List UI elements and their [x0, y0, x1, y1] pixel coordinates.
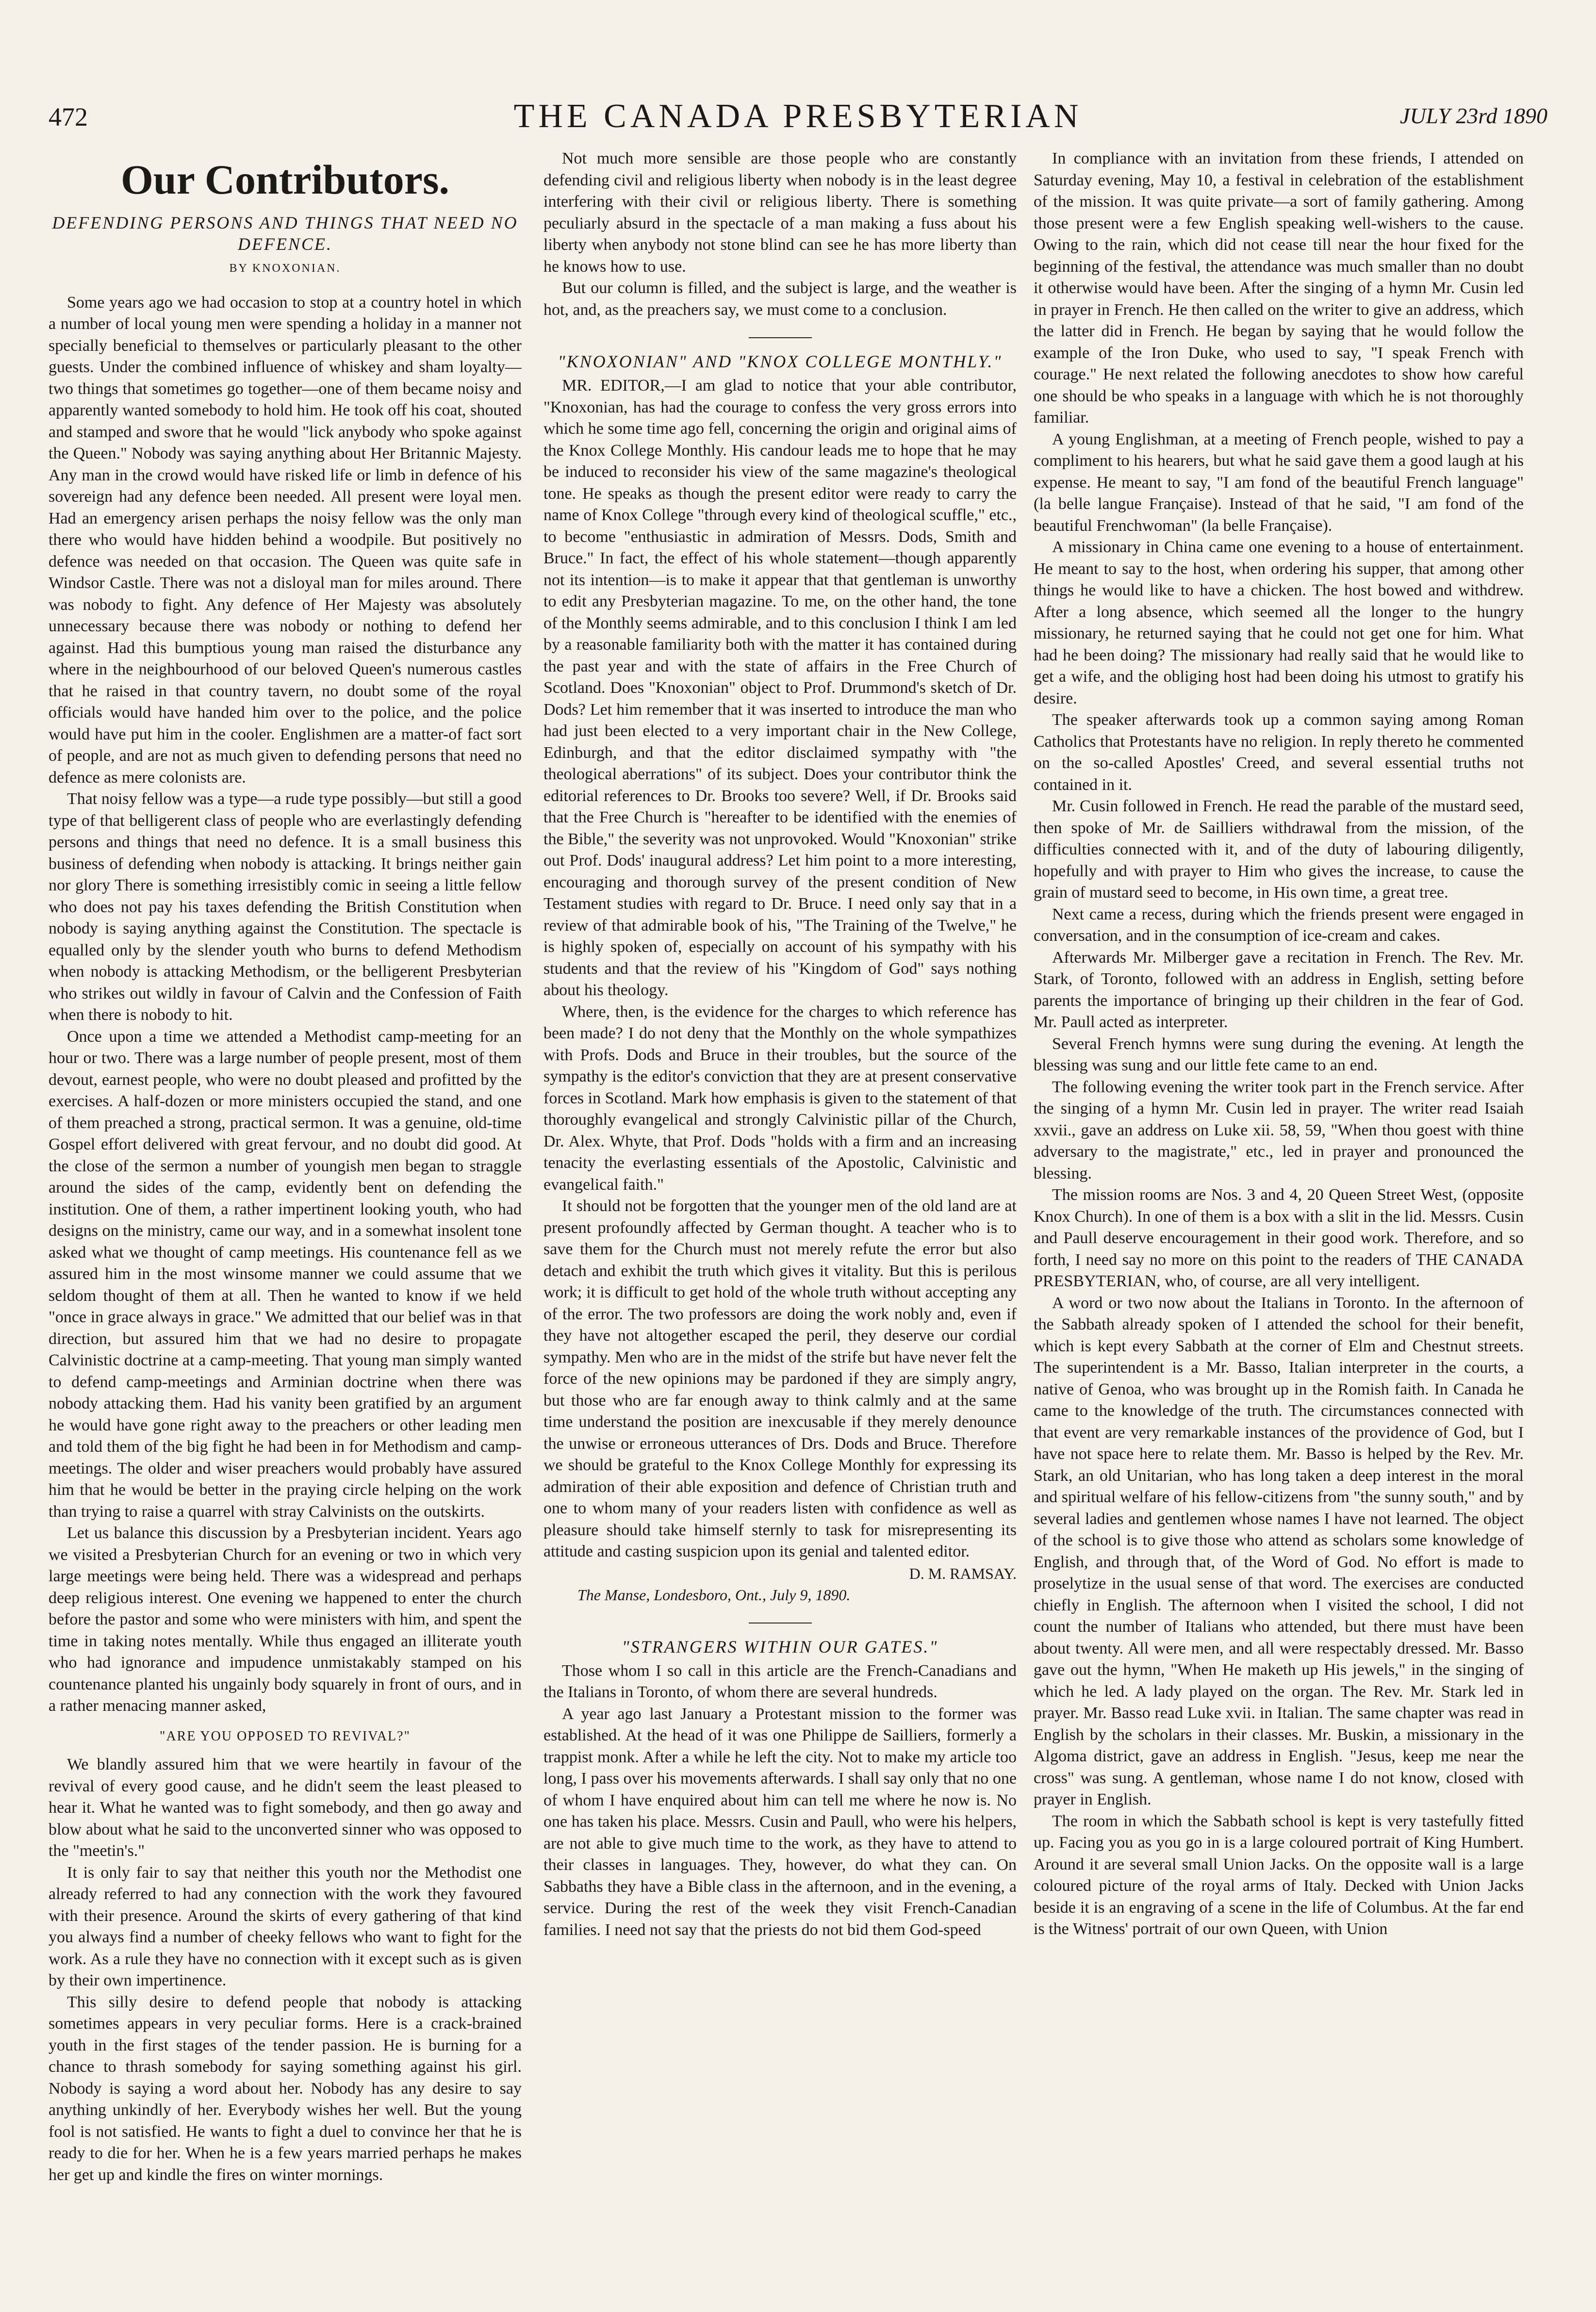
article-3-paragraph: Next came a recess, during which the friends present were engaged in conversation, and in the consumption of ice-cream and cakes.	[1034, 905, 1524, 945]
article-1-paragraph: This silly desire to defend people that nobody is attacking sometimes appears in very peculiar forms. Here is a crack-brained youth in the first stages of the tender passion. He is burning for a chance to thrash somebody for saying something against his girl. Nobody is saying a word about her. Nobody has any desire to say anything unkindly of her. Everybody wishes her well. But the young fool is not satisfied. He wants to fight a duel to convince her that he is ready to die for her. When he is a few years married perhaps he makes her get up and kindle the fires on winter mornings.	[49, 1993, 522, 2184]
article-1-subhead: "ARE YOU OPPOSED TO REVIVAL?"	[160, 1728, 411, 1744]
article-3-paragraph: Mr. Cusin followed in French. He read the parable of the mustard seed, then spoke of Mr. de Sailliers withdrawal from the mission, of the difficulties connected with it, and of the duty of labouring diligently, hopefully and with prayer to Him who gives the increase, to cause the grain of mustard seed to become, in His own time, a great tree.	[1034, 797, 1524, 902]
article-3-paragraph: Afterwards Mr. Milberger gave a recitation in French. The Rev. Mr. Stark, of Toronto, followed with an address in English, setting before parents the importance of bringing up their children in the fear of God. Mr. Paull acted as interpreter.	[1034, 948, 1524, 1031]
article-3-paragraph: A young Englishman, at a meeting of French people, wished to pay a compliment to his hearers, but what he said gave them a good laugh at his expense. He meant to say, "I am fond of the beautiful French language" (la belle langue Française). Instead of that he said, "I am fond of the beautiful Frenchwoman" (la belle Française).	[1034, 430, 1524, 535]
article-1-byline: BY KNOXONIAN.	[229, 262, 341, 275]
article-1-paragraph: We blandly assured him that we were heartily in favour of the revival of every good cause, and he didn't seem the least pleased to hear it. What he wanted was to fight somebody, and then go away and blow about what he said to the unconverted sinner who was opposed to the "meetin's."	[49, 1755, 522, 1860]
running-head	[49, 97, 1547, 141]
article-2-signature: D. M. RAMSAY.	[909, 1564, 1017, 1582]
article-3-paragraph: The room in which the Sabbath school is kept is very tastefully fitted up. Facing you as you go in is a large coloured portrait of King Humbert. Around it are several small Union Jacks. On the opposite wall is a large coloured picture of the royal arms of Italy. Decked with Union Jacks beside it is an engraving of a scene in the life of Columbus. At the far end is the Witness' portrait of our own Queen, with Union	[1034, 1812, 1524, 1938]
article-1-paragraph: But our column is filled, and the subject is large, and the weather is hot, and, as the preachers say, we must come to a conclusion.	[543, 279, 1017, 319]
article-3-title: "STRANGERS WITHIN OUR GATES."	[622, 1637, 938, 1656]
article-1-paragraph: That noisy fellow was a type—a rude type possibly—but still a good type of that belligerent class of people who are everlastingly defending persons and things that need no defence. It is a small business this business of defending when nobody is attacking. It brings neither gain nor glory There is something irresistibly comic in seeing a little fellow who does not pay his taxes defending the British Constitution when nobody is saying anything against the Constitution. The spectacle is equalled only by the slender youth who burns to defend Methodism when nobody is attacking Methodism, or the belligerent Presbyterian who strikes out wildly in favour of Calvin and the Confession of Faith when there is nobody to hit.	[49, 790, 522, 1024]
article-2-paragraph: MR. EDITOR,—I am glad to notice that your able contributor, "Knoxonian, has had the courage to confess the very gross errors into which he some time ago fell, concerning the origin and original aims of the Knox College Monthly. His candour leads me to hope that he may be induced to reconsider his view of the same magazine's theological tone. He speaks as though the present editor were ready to carry the name of Knox College "through every kind of theological scuffle," etc., to become "enthusiastic in admiration of Messrs. Dods, Smith and Bruce." In fact, the effect of his whole statement—though apparently not its intention—is to make it appear that that gentleman is unworthy to edit any Presbyterian magazine. To me, on the other hand, the tone of the Monthly seems admirable, and to this conclusion I think I am led by a reasonable familiarity both with the matter it has contained during the past year and with the state of affairs in the Free Church of Scotland. Does "Knoxonian" object to Prof. Drummond's sketch of Dr. Dods? Let him remember that it was inserted to introduce the man who had just been elected to a very important chair in the New College, Edinburgh, and that the editor disclaimed sympathy with "the theological aberrations" of its subject. Does your contributor think the editorial references to Dr. Brooks too severe? Well, if Dr. Brooks said that the Free Church is "hereafter to be identified with the enemies of the Bible," the severity was not unprovoked. Would "Knoxonian" strike out Prof. Dods' inaugural address? Let him point to a more interesting, encouraging and thorough survey of the present condition of New Testament studies with regard to Dr. Bruce. I need only say that in a review of that admirable book of his, "The Training of the Twelve," he is highly spoken of, especially on account of his sympathy with his students and that the review of his "Kingdom of God" says nothing about his theology.	[543, 377, 1017, 999]
page-number: 472	[49, 102, 88, 131]
article-2-dateline: The Manse, Londesboro, Ont., July 9, 1890.	[577, 1586, 851, 1604]
issue-date: JULY 23rd 1890	[1399, 103, 1547, 128]
article-3-paragraph: The following evening the writer took part in the French service. After the singing of a hymn Mr. Cusin led in prayer. The writer read Isaiah xxvii., gave an address on Luke xii. 58, 59, "When thou goest with thine adversary to the magistrate," etc., led in prayer and pronounced the blessing.	[1034, 1078, 1524, 1182]
article-3-paragraph: A missionary in China came one evening to a house of entertainment. He meant to say to the host, when ordering his supper, that among other things he would like to have a chicken. The host bowed and withdrew. After a long absence, which seemed all the longer to the hungry missionary, he returned saying that he could not get one for him. What had he been doing? The missionary had really said that he would like to get a wife, and the obliging host had been doing his utmost to gratify his desire.	[1034, 538, 1524, 707]
article-3-paragraph: Several French hymns were sung during the evening. At length the blessing was sung and our little fete came to an end.	[1034, 1034, 1524, 1074]
article-3-paragraph: A word or two now about the Italians in Toronto. In the afternoon of the Sabbath already spoken of I attended the school for their benefit, which is kept every Sabbath at the corner of Elm and Chestnut streets. The superintendent is a Mr. Basso, Italian interpreter in the courts, a native of Genoa, who was brought up in the Romish faith. In Canada he came to the knowledge of the truth. The circumstances connected with that event are very remarkable instances of the providence of God, but I have not space here to relate them. Mr. Basso is helped by the Rev. Mr. Stark, an old Unitarian, who has long taken a deep interest in the moral and spiritual welfare of his fellow-citizens from "the sunny south," and by several ladies and gentlemen whose names I have not learned. The object of the school is to give those who attend as scholars some knowledge of English, and through that, of the Word of God. No effort is made to proselytize in the usual sense of that word. The exercises are conducted chiefly in English. The afternoon when I visited the school, I did not count the number of Italians who attended, but there must have been about twenty. All were men, and all were respectably dressed. Mr. Basso gave out the hymn, "When He maketh up His jewels," in the singing of which he led. A lady played on the organ. The Rev. Mr. Stark led in prayer. Mr. Basso read Luke xvii. in Italian. The same chapter was read in English by the scholars in their classes. Mr. Buskin, a missionary in the Algoma district, gave an address in English. "Jesus, keep me near the cross" was sung. A gentleman, whose name I do not know, closed with prayer in English.	[1034, 1294, 1524, 1808]
article-3-paragraph: A year ago last January a Protestant mission to the former was established. At the head of it was one Philippe de Sailliers, formerly a trappist monk. After a while he left the city. Not to make my article too long, I pass over his movements afterwards. I shall say only that no one of whom I have enquired about him can tell me where he now is. No one has taken his place. Messrs. Cusin and Paull, who were his helpers, are not able to give much time to the work, as they have to attend to their classes in languages. They, however, do what they can. On Sabbaths they have a Bible class in the afternoon, and in the evening, a service. During the rest of the week they visit French-Canadian families. I need not say that the priests do not bid them God-speed	[543, 1705, 1017, 1939]
article-3-paragraph: The mission rooms are Nos. 3 and 4, 20 Queen Street West, (opposite Knox Church). In one of them is a box with a slit in the lid. Messrs. Cusin and Paull deserve encouragement in their good work. Therefore, and so forth, I need say no more on this point to the readers of THE CANADA PRESBYTERIAN, who, of course, are all very intelligent.	[1034, 1186, 1524, 1290]
column-1	[49, 148, 522, 2293]
section-title: Our Contributors.	[121, 156, 449, 203]
article-1-title: DEFENDING PERSONS AND THINGS THAT NEED NO DEFENCE.	[52, 213, 518, 254]
column-2	[543, 148, 1017, 2293]
divider-rule	[749, 337, 812, 338]
article-3-paragraph: Those whom I so call in this article are the French-Canadians and the Italians in Toronto, of whom there are several hundreds.	[543, 1661, 1017, 1701]
article-1-paragraph: Some years ago we had occasion to stop at a country hotel in which a number of local young men were spending a holiday in a manner not specially beneficial to themselves or particularly pleasant to the other guests. Under the combined influence of whiskey and sham loyalty—two things that sometimes go together—one of them became noisy and apparently wanted somebody to hold him. He took off his coat, shouted and stamped and swore that he would "lick anybody who spoke against the Queen." Nobody was saying anything about Her Britannic Majesty. Any man in the crowd would have risked life or limb in defence of his sovereign had any defence been needed. All present were loyal men. Had an emergency arisen perhaps the noisy fellow was the only man there who would have hidden behind a woodpile. But positively no defence was needed on that occasion. The Queen was quite safe in Windsor Castle. There was not a disloyal man for miles around. There was nobody to fight. Any defence of Her Majesty was absolutely unnecessary because there was nobody or nothing to defend her against. Had this bumptious young man raised the disturbance any where in the neighbourhood of our beloved Queen's numerous castles that he raised in that country tavern, no doubt some of the royal officials would have handed him over to the police, and the police would have put him in the cooler. Englishmen are a matter-of fact sort of people, and are not as much given to defending persons that need no defence as mere colonists are.	[49, 293, 522, 787]
article-2-title: "KNOXONIAN" AND "KNOX COLLEGE MONTHLY."	[558, 352, 1003, 371]
publication-title: THE CANADA PRESBYTERIAN	[513, 98, 1083, 135]
article-1-paragraph: Once upon a time we attended a Methodist camp-meeting for an hour or two. There was a large number of people present, most of them devout, earnest people, who were no doubt pleased and profitted by the exercises. A half-dozen or more ministers occupied the stand, and one of them preached a strong, practical sermon. It was a genuine, old-time Gospel effort delivered with great fervour, and no doubt did good. At the close of the sermon a number of youngish men began to straggle around the sides of the camp, evidently bent on defending the institution. One of them, a rather impertinent looking youth, who had designs on the ministry, came our way, and in a somewhat insolent tone asked what we thought of camp meetings. His countenance fell as we assured him in the most winsome manner we could assume that we seldom thought of them at all. Then he wanted to know if we held "once in grace always in grace." We admitted that our belief was in that direction, but assured him that we had no desire to propagate Calvinistic doctrine at a camp-meeting. That young man simply wanted to defend camp-meetings and Arminian doctrine when there was nobody attacking them. Had his vanity been gratified by an argument he would have gone right away to the preachers or other leading men and told them of the big fight he had been in for Methodism and camp-meetings. The older and wiser preachers would probably have assured him that he would be better in the praying circle helping on the work than trying to raise a quarrel with stray Calvinists on the outskirts.	[49, 1027, 522, 1521]
article-2-paragraph: Where, then, is the evidence for the charges to which reference has been made? I do not deny that the Monthly on the whole sympathizes with Profs. Dods and Bruce in their troubles, but the source of the sympathy is the editor's conviction that they are at present conservative forces in Scotland. Mark how emphasis is given to the statement of that thoroughly evangelical and strongly Calvinistic pillar of the Church, Dr. Alex. Whyte, that Prof. Dods "holds with a firm and an increasing tenacity the everlasting essentials of the Apostolic, Calvinistic and evangelical faith."	[543, 1002, 1017, 1194]
column-3	[1034, 148, 1524, 2293]
article-1-paragraph: It is only fair to say that neither this youth nor the Methodist one already referred to had any connection with the work they favoured with their presence. Around the skirts of every gathering of that kind you always find a number of cheeky fellows who want to fight for the work. As a rule they have no connection with it except such as is given by their own impertinence.	[49, 1863, 522, 1989]
article-3-paragraph: The speaker afterwards took up a common saying among Roman Catholics that Protestants have no religion. In reply thereto he commented on the so-called Apostles' Creed, and several essential truths not contained in it.	[1034, 711, 1524, 794]
article-2-paragraph: It should not be forgotten that the younger men of the old land are at present profoundly affected by German thought. A teacher who is to save them for the Church must not merely refute the error but also detach and exhibit the truth which gives it vitality. But this is perilous work; it is difficult to get hold of the whole truth without accepting any of the error. The two professors are doing the work nobly and, even if they have not altogether escaped the peril, they deserve our cordial sympathy. Men who are in the midst of the strife but have never felt the force of the new opinions may be pardoned if they are simply angry, but those who are far enough away to think calmly and at the same time understand the position are inexcusable if they merely denounce the unwise or erroneous utterances of Drs. Dods and Bruce. Therefore we should be grateful to the Knox College Monthly for expressing its admiration of their able exposition and defence of Christian truth and one to whom many of your readers listen with confidence as well as pleasure should take himself sternly to task for misrepresenting its attitude and casting suspicion upon its genial and talented editor.	[543, 1197, 1017, 1560]
article-3-paragraph: In compliance with an invitation from these friends, I attended on Saturday evening, May 10, a festival in celebration of the establishment of the mission. It was quite private—a sort of family gathering. Among those present were a few English speaking well-wishers to the cause. Owing to the rain, which did not cease till near the hour fixed for the beginning of the festival, the attendance was much smaller than no doubt it otherwise would have been. After the singing of a hymn Mr. Cusin led in prayer in French. He then called on the writer to give an address, which the latter did in French. He began by saying that he would follow the example of the Iron Duke, who used to say, "I speak French with courage." He next related the following anecdotes to show how careful one should be who speaks in a language with which he is not thoroughly familiar.	[1034, 149, 1524, 426]
article-1-paragraph: Let us balance this discussion by a Presbyterian incident. Years ago we visited a Presbyterian Church for an evening or two in which very large meetings were being held. There was a widespread and perhaps deep religious interest. One evening we happened to enter the church before the pastor and some who were ministers with him, and spent the time in taking notes mentally. While thus engaged an illiterate youth who had ignorance and impudence unmistakably stamped on his countenance planted his ungainly body squarely in front of ours, and in a rather menacing manner asked,	[49, 1524, 522, 1715]
article-1-paragraph: Not much more sensible are those people who are constantly defending civil and religious liberty when nobody is in the least degree interfering with their civil or religious liberty. There is something peculiarly absurd in the spectacle of a man making a fuss about his liberty when anybody not stone blind can see he has more liberty than he knows how to use.	[543, 149, 1017, 276]
